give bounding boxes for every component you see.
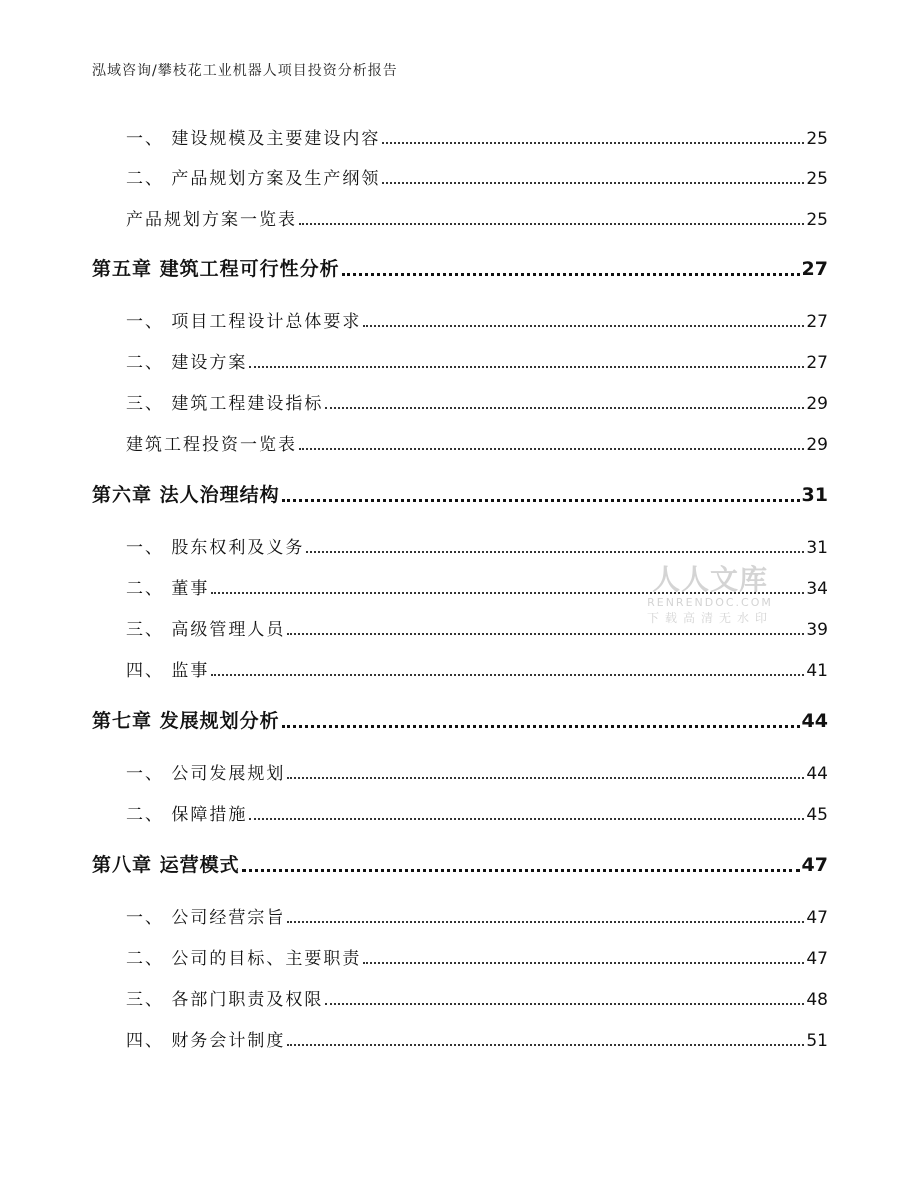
toc-page-number: 31 <box>801 484 828 506</box>
toc-page-number: 31 <box>806 538 828 558</box>
toc-section-entry[interactable] <box>126 800 828 825</box>
toc-page-number: 34 <box>806 579 828 599</box>
toc-section-entry[interactable] <box>126 615 828 640</box>
toc-chapter-entry[interactable] <box>92 850 828 877</box>
toc-entry-label: 一、 建设规模及主要建设内容 <box>126 129 381 149</box>
toc-section-entry[interactable] <box>126 348 828 373</box>
toc-section-entry[interactable] <box>126 574 828 599</box>
toc-page-number: 44 <box>801 710 828 732</box>
toc-entry-label: 三、 建筑工程建设指标 <box>126 394 324 414</box>
toc-page-number: 45 <box>806 805 828 825</box>
toc-entry-label: 二、 建设方案 <box>126 353 248 373</box>
toc-page-number: 25 <box>806 169 828 189</box>
toc-dot-leader <box>306 550 804 553</box>
toc-entry-label: 第七章 发展规划分析 <box>92 710 280 732</box>
toc-entry-label: 四、 监事 <box>126 661 210 681</box>
toc-section-entry[interactable] <box>126 944 828 969</box>
toc-dot-leader <box>342 272 800 276</box>
toc-section-entry[interactable] <box>126 389 828 414</box>
toc-dot-leader <box>287 776 804 779</box>
toc-section-entry[interactable] <box>126 430 828 455</box>
toc-entry-label: 建筑工程投资一览表 <box>126 435 297 455</box>
toc-page-number: 47 <box>801 854 828 876</box>
toc-dot-leader <box>249 817 804 820</box>
toc-entry-label: 二、 公司的目标、主要职责 <box>126 949 362 969</box>
toc-section-entry[interactable] <box>126 307 828 332</box>
toc-entry-label: 二、 保障措施 <box>126 805 248 825</box>
toc-dot-leader <box>299 222 804 225</box>
toc-section-entry[interactable] <box>126 759 828 784</box>
toc-section-entry[interactable] <box>126 124 828 149</box>
toc-page-number: 48 <box>806 990 828 1010</box>
toc-dot-leader <box>363 961 804 964</box>
toc-entry-label: 第八章 运营模式 <box>92 854 240 876</box>
toc-dot-leader <box>382 181 804 184</box>
toc-dot-leader <box>363 324 804 327</box>
toc-dot-leader <box>249 365 804 368</box>
toc-page-number: 39 <box>806 620 828 640</box>
toc-page-number: 47 <box>806 949 828 969</box>
toc-page-number: 51 <box>806 1031 828 1051</box>
toc-section-entry[interactable] <box>126 903 828 928</box>
toc-chapter-entry[interactable] <box>92 706 828 733</box>
toc-dot-leader <box>282 724 800 728</box>
toc-entry-label: 一、 股东权利及义务 <box>126 538 305 558</box>
watermark-title: 人人文库 <box>651 563 768 596</box>
toc-page-number: 27 <box>806 312 828 332</box>
toc-dot-leader <box>287 1043 804 1046</box>
toc-dot-leader <box>325 406 804 409</box>
toc-entry-label: 二、 董事 <box>126 579 210 599</box>
toc-section-entry[interactable] <box>126 164 828 189</box>
toc-page-number: 29 <box>806 435 828 455</box>
toc-chapter-entry[interactable] <box>92 254 828 281</box>
toc-dot-leader <box>282 498 800 502</box>
toc-section-entry[interactable] <box>126 533 828 558</box>
toc-entry-label: 第六章 法人治理结构 <box>92 484 280 506</box>
toc-entry-label: 产品规划方案一览表 <box>126 210 297 230</box>
toc-entry-label: 一、 项目工程设计总体要求 <box>126 312 362 332</box>
toc-entry-label: 三、 各部门职责及权限 <box>126 990 324 1010</box>
toc-dot-leader <box>211 591 804 594</box>
toc-entry-label: 三、 高级管理人员 <box>126 620 286 640</box>
toc-page-number: 25 <box>806 129 828 149</box>
toc-page-number: 41 <box>806 661 828 681</box>
toc-page-number: 27 <box>806 353 828 373</box>
toc-page-number: 27 <box>801 258 828 280</box>
watermark-subtitle: 下载高清无水印 <box>646 611 773 625</box>
toc-dot-leader <box>325 1002 804 1005</box>
toc-entry-label: 二、 产品规划方案及生产纲领 <box>126 169 381 189</box>
running-header: 泓域咨询/攀枝花工业机器人项目投资分析报告 <box>92 63 398 79</box>
toc-dot-leader <box>382 141 804 144</box>
toc-page-number: 44 <box>806 764 828 784</box>
toc-dot-leader <box>299 447 804 450</box>
toc-dot-leader <box>287 920 804 923</box>
toc-entry-label: 四、 财务会计制度 <box>126 1031 286 1051</box>
toc-section-entry[interactable] <box>126 205 828 230</box>
toc-chapter-entry[interactable] <box>92 480 828 507</box>
toc-entry-label: 第五章 建筑工程可行性分析 <box>92 258 340 280</box>
watermark-url: RENRENDOC.COM <box>647 596 773 609</box>
toc-section-entry[interactable] <box>126 656 828 681</box>
toc-section-entry[interactable] <box>126 985 828 1010</box>
toc-entry-label: 一、 公司发展规划 <box>126 764 286 784</box>
toc-page-number: 25 <box>806 210 828 230</box>
toc-page-number: 47 <box>806 908 828 928</box>
toc-dot-leader <box>211 673 804 676</box>
toc-entry-label: 一、 公司经营宗旨 <box>126 908 286 928</box>
toc-section-entry[interactable] <box>126 1026 828 1051</box>
toc-dot-leader <box>287 632 804 635</box>
toc-page-number: 29 <box>806 394 828 414</box>
toc-dot-leader <box>242 868 800 872</box>
